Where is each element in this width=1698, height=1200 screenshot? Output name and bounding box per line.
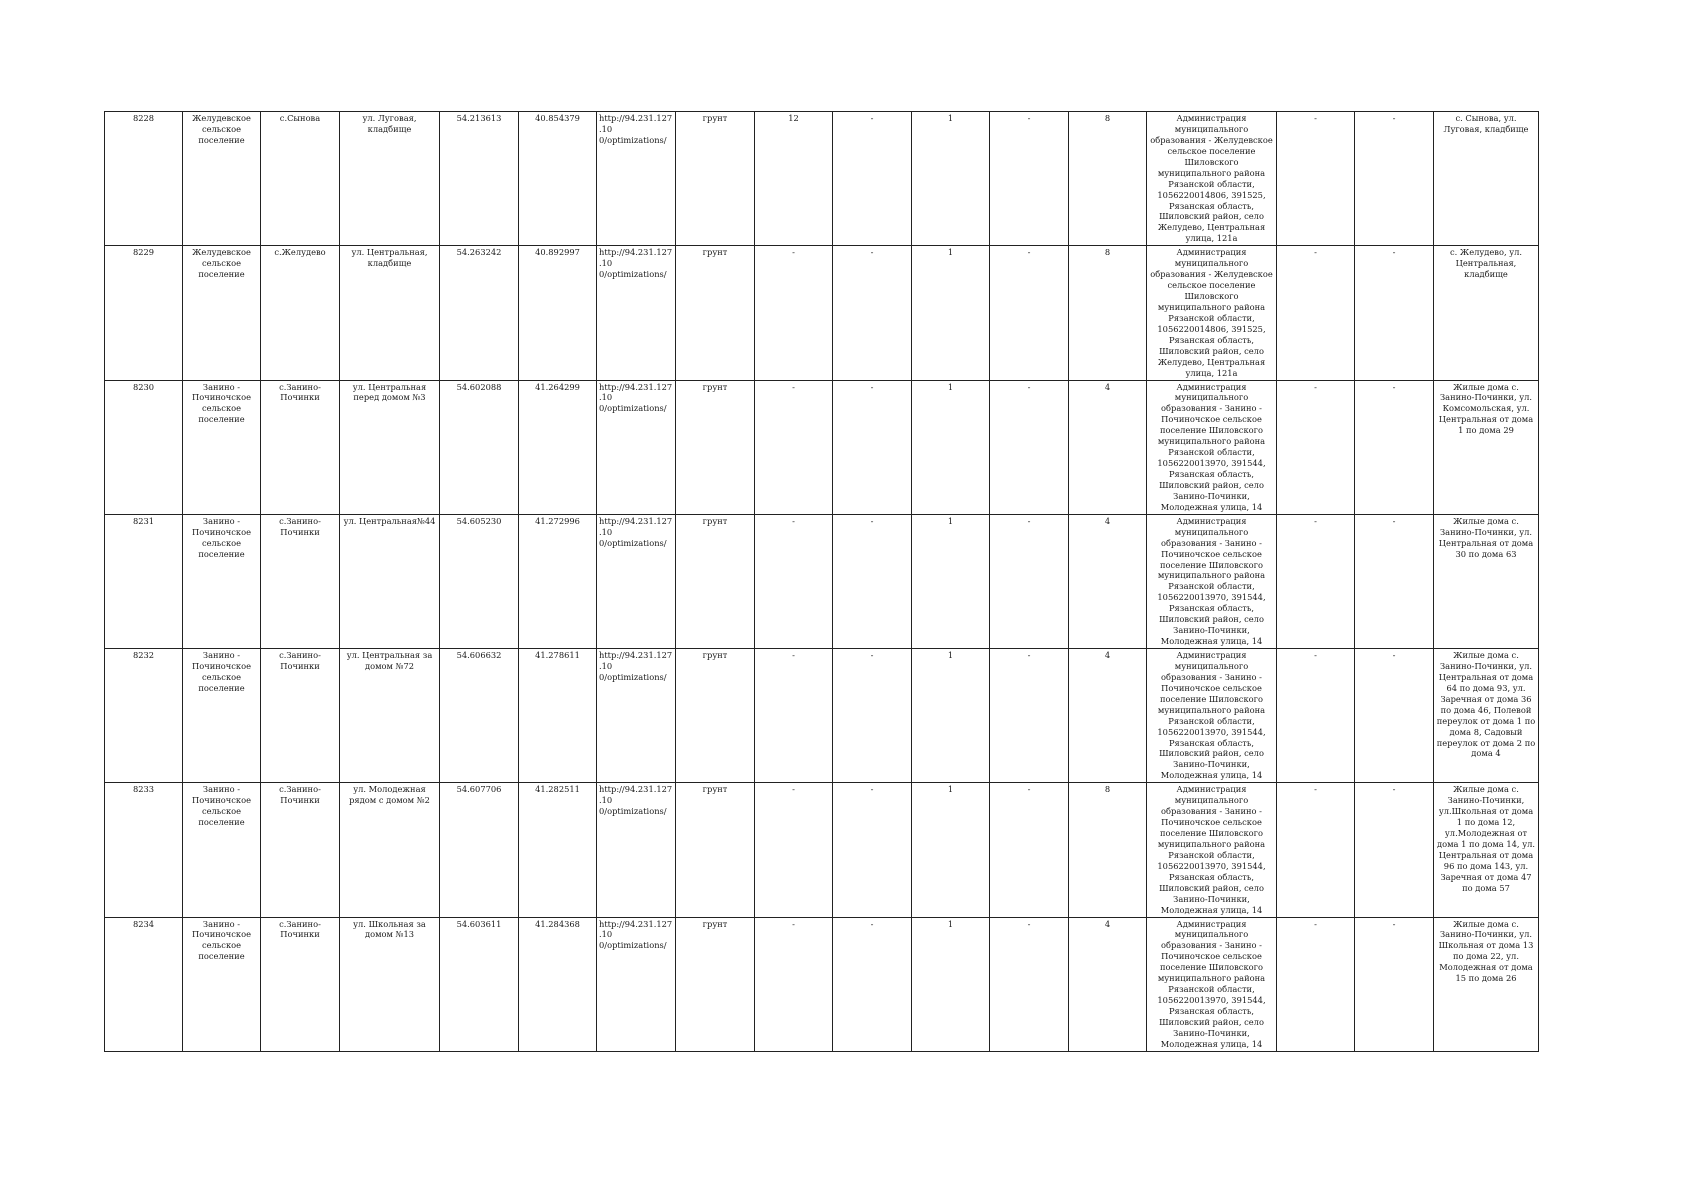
col15-text: - (1314, 381, 1317, 392)
area-text: 12 (788, 113, 799, 123)
address-cell (340, 783, 440, 917)
site-id-cell (105, 917, 183, 1051)
col12-cell (990, 246, 1069, 380)
latitude-text: 54.605230 (456, 515, 502, 526)
settlement-cell (183, 514, 261, 648)
col10-text: - (870, 113, 874, 123)
col16-cell (1355, 917, 1434, 1051)
col16-text: - (1392, 113, 1396, 123)
col15-text: - (1314, 784, 1317, 795)
latitude-cell (440, 649, 519, 783)
surface-cell (676, 380, 755, 514)
col11-cell (912, 783, 990, 917)
surface-text: грунт (702, 381, 728, 392)
longitude-cell (519, 783, 597, 917)
col10-text: - (870, 650, 874, 660)
col15-cell (1277, 917, 1355, 1051)
site-id-text: 8231 (132, 515, 155, 526)
surface-text: грунт (702, 784, 728, 795)
col12-text: - (1027, 515, 1031, 526)
village-cell (261, 917, 340, 1051)
address-text: ул. Центральная, кладбище (351, 247, 428, 269)
table-row (105, 514, 1539, 648)
longitude-cell (519, 514, 597, 648)
col12-text: - (1027, 381, 1031, 392)
col12-cell (990, 649, 1069, 783)
settlement-cell (183, 783, 261, 917)
waste-source-text: Жилые дома с. Занино-Починки, ул.Школьная от дома 1 по дома 12, ул.Молодежная от дома 1 по дома 14, ул. Центральная от дома 96 по дома 143, ул. Заречная от дома 47 по дома 57 (1437, 784, 1535, 893)
waste-source-text: Жилые дома с. Занино-Починки, ул. Центральная от дома 64 по дома 93, ул. Заречная от дома 36 по дома 46, Полевой переулок от дома 1 по дома 8, Садовый переулок от дома 2 по дома 4 (1436, 650, 1536, 759)
table-row (105, 783, 1539, 917)
waste-source-cell (1434, 917, 1539, 1051)
waste-source-text: с. Сынова, ул. Луговая, кладбище (1443, 113, 1529, 134)
address-text: ул. Школьная за домом №13 (353, 918, 426, 940)
longitude-cell (519, 380, 597, 514)
settlement-cell (183, 246, 261, 380)
col16-text: - (1392, 247, 1396, 258)
col13-text: 4 (1104, 918, 1111, 929)
col16-cell (1355, 783, 1434, 917)
link-cell (597, 380, 676, 514)
address-cell (340, 112, 440, 246)
waste-source-text: Жилые дома с. Занино-Починки, ул. Комсомольская, ул. Центральная от дома 1 по дома 29 (1438, 381, 1534, 436)
settlement-text: Занино - Починочское сельское поселение (192, 381, 251, 425)
col16-text: - (1392, 515, 1396, 526)
col10-text: - (870, 381, 874, 392)
village-cell (261, 783, 340, 917)
col15-text: - (1314, 113, 1317, 123)
owner-text: Администрация муниципального образования - Желудевское сельское поселение Шиловского муниципального района Рязанской области, 1056220014806, 391525, Рязанская область, Шиловский район, село Желудево, Центральная улица, 121а (1150, 113, 1273, 244)
latitude-cell (440, 246, 519, 380)
col16-text: - (1392, 381, 1396, 392)
owner-text: Администрация муниципального образования - Занино - Починочское сельское поселение Шиловского муниципального района Рязанской области, 1056220013970, 391544, Рязанская область, Шиловский район, село Занино-Починки, Молодежная улица, 14 (1157, 381, 1266, 512)
link-cell (597, 112, 676, 246)
address-cell (340, 514, 440, 648)
col13-cell (1069, 514, 1147, 648)
area-text: - (792, 515, 795, 526)
col12-cell (990, 917, 1069, 1051)
longitude-text: 40.892997 (535, 247, 580, 258)
col11-cell (912, 649, 990, 783)
link-text: http://94.231.127.10 0/optimizations/ (599, 113, 673, 145)
latitude-text: 54.603611 (456, 918, 502, 929)
col13-cell (1069, 783, 1147, 917)
village-text: с.Сынова (279, 113, 321, 123)
area-cell (755, 783, 833, 917)
owner-cell (1147, 514, 1277, 648)
link-text: http://94.231.127.10 0/optimizations/ (599, 247, 673, 280)
col12-text: - (1027, 918, 1031, 929)
col10-text: - (870, 784, 874, 795)
site-id-text: 8232 (132, 650, 155, 660)
longitude-text: 41.278611 (535, 650, 580, 660)
col16-cell (1355, 380, 1434, 514)
owner-text: Администрация муниципального образования - Занино - Починочское сельское поселение Шиловского муниципального района Рязанской области, 1056220013970, 391544, Рязанская область, Шиловский район, село Занино-Починки, Молодежная улица, 14 (1157, 918, 1266, 1049)
owner-text: Администрация муниципального образования - Занино - Починочское сельское поселение Шиловского муниципального района Рязанской области, 1056220013970, 391544, Рязанская область, Шиловский район, село Занино-Починки, Молодежная улица, 14 (1157, 650, 1266, 781)
area-cell (755, 246, 833, 380)
link-cell (597, 917, 676, 1051)
col15-cell (1277, 783, 1355, 917)
waste-source-cell (1434, 649, 1539, 783)
area-text: - (792, 247, 795, 258)
surface-cell (676, 246, 755, 380)
waste-source-cell (1434, 514, 1539, 648)
surface-text: грунт (702, 247, 728, 258)
col10-cell (833, 112, 912, 246)
address-text: ул. Луговая, кладбище (362, 113, 417, 134)
table-row (105, 246, 1539, 380)
site-id-cell (105, 246, 183, 380)
col10-cell (833, 380, 912, 514)
area-cell (755, 649, 833, 783)
col15-text: - (1314, 918, 1317, 929)
col10-cell (833, 246, 912, 380)
longitude-cell (519, 246, 597, 380)
settlement-cell (183, 649, 261, 783)
col15-text: - (1314, 515, 1317, 526)
col16-text: - (1392, 650, 1396, 660)
col11-text: 1 (947, 381, 954, 392)
col11-cell (912, 246, 990, 380)
col13-cell (1069, 112, 1147, 246)
col13-text: 8 (1104, 247, 1111, 258)
table-row (105, 917, 1539, 1051)
longitude-text: 41.272996 (535, 515, 580, 526)
owner-cell (1147, 783, 1277, 917)
latitude-text: 54.602088 (456, 381, 502, 392)
owner-text: Администрация муниципального образования - Желудевское сельское поселение Шиловского муниципального района Рязанской области, 1056220014806, 391525, Рязанская область, Шиловский район, село Желудево, Центральная улица, 121а (1150, 247, 1273, 378)
surface-cell (676, 783, 755, 917)
col13-text: 4 (1104, 515, 1111, 526)
col12-cell (990, 514, 1069, 648)
owner-cell (1147, 649, 1277, 783)
area-cell (755, 917, 833, 1051)
latitude-cell (440, 380, 519, 514)
latitude-cell (440, 112, 519, 246)
col12-cell (990, 380, 1069, 514)
settlement-cell (183, 380, 261, 514)
address-text: ул. Центральная за домом №72 (346, 650, 433, 671)
settlement-text: Желудевское сельское поселение (192, 113, 251, 145)
latitude-text: 54.263242 (456, 247, 502, 258)
col16-cell (1355, 514, 1434, 648)
longitude-cell (519, 112, 597, 246)
village-text: с.Занино-Починки (279, 515, 321, 537)
address-text: ул. Молодежная рядом с домом №2 (349, 784, 430, 806)
longitude-text: 41.282511 (535, 784, 580, 795)
col11-cell (912, 380, 990, 514)
settlement-text: Занино - Починочское сельское поселение (192, 650, 251, 693)
site-id-cell (105, 783, 183, 917)
col11-text: 1 (947, 247, 954, 258)
waste-source-text: с. Желудево, ул. Центральная, кладбище (1449, 247, 1523, 280)
table-row (105, 112, 1539, 246)
owner-cell (1147, 112, 1277, 246)
col10-text: - (870, 247, 874, 258)
surface-cell (676, 917, 755, 1051)
village-text: с.Желудево (274, 247, 326, 258)
link-text: http://94.231.127.10 0/optimizations/ (599, 918, 673, 951)
site-id-text: 8228 (132, 113, 155, 123)
settlement-text: Занино - Починочское сельское поселение (192, 784, 251, 828)
link-text: http://94.231.127.10 0/optimizations/ (599, 381, 673, 414)
waste-source-cell (1434, 380, 1539, 514)
col11-text: 1 (947, 113, 954, 123)
address-text: ул. Центральная перед домом №3 (352, 381, 427, 403)
col12-text: - (1027, 650, 1031, 660)
waste-source-cell (1434, 112, 1539, 246)
link-cell (597, 514, 676, 648)
col12-text: - (1027, 784, 1031, 795)
link-text: http://94.231.127.10 0/optimizations/ (599, 650, 673, 682)
col15-cell (1277, 514, 1355, 648)
area-text: - (792, 784, 795, 795)
latitude-cell (440, 917, 519, 1051)
longitude-text: 41.264299 (535, 381, 580, 392)
village-text: с.Занино-Починки (279, 381, 321, 403)
waste-source-text: Жилые дома с. Занино-Починки, ул. Школьная от дома 13 по дома 22, ул. Молодежная от дома 15 по дома 26 (1438, 918, 1534, 984)
col15-cell (1277, 380, 1355, 514)
site-id-text: 8234 (132, 918, 155, 929)
col12-text: - (1027, 113, 1031, 123)
site-id-cell (105, 112, 183, 246)
settlement-cell (183, 917, 261, 1051)
area-cell (755, 380, 833, 514)
owner-cell (1147, 246, 1277, 380)
village-cell (261, 649, 340, 783)
link-cell (597, 246, 676, 380)
waste-source-cell (1434, 246, 1539, 380)
surface-cell (676, 649, 755, 783)
address-cell (340, 917, 440, 1051)
registry-table (104, 111, 1539, 1052)
latitude-cell (440, 514, 519, 648)
col10-cell (833, 917, 912, 1051)
link-text: http://94.231.127.10 0/optimizations/ (599, 515, 673, 548)
col15-cell (1277, 649, 1355, 783)
village-cell (261, 112, 340, 246)
col13-text: 8 (1104, 784, 1111, 795)
settlement-text: Желудевское сельское поселение (192, 247, 251, 280)
link-text: http://94.231.127.10 0/optimizations/ (599, 784, 673, 817)
village-cell (261, 380, 340, 514)
col16-cell (1355, 246, 1434, 380)
latitude-text: 54.607706 (456, 784, 502, 795)
col10-cell (833, 514, 912, 648)
col11-cell (912, 917, 990, 1051)
col13-cell (1069, 246, 1147, 380)
site-id-cell (105, 514, 183, 648)
link-cell (597, 649, 676, 783)
col13-cell (1069, 917, 1147, 1051)
col12-cell (990, 112, 1069, 246)
site-id-cell (105, 380, 183, 514)
col10-text: - (870, 918, 874, 929)
latitude-cell (440, 783, 519, 917)
col11-text: 1 (947, 650, 954, 660)
col13-text: 4 (1104, 381, 1111, 392)
surface-text: грунт (702, 515, 728, 526)
col16-text: - (1392, 784, 1396, 795)
longitude-text: 41.284368 (535, 918, 580, 929)
waste-source-cell (1434, 783, 1539, 917)
col13-text: 8 (1104, 113, 1111, 123)
latitude-text: 54.606632 (456, 650, 502, 660)
col13-cell (1069, 649, 1147, 783)
col11-text: 1 (947, 515, 954, 526)
site-id-text: 8230 (132, 381, 155, 392)
area-cell (755, 112, 833, 246)
surface-text: грунт (702, 650, 728, 660)
site-id-text: 8233 (132, 784, 155, 795)
address-cell (340, 246, 440, 380)
table-row (105, 380, 1539, 514)
settlement-text: Занино - Починочское сельское поселение (192, 515, 251, 559)
waste-source-text: Жилые дома с. Занино-Починки, ул. Центральная от дома 30 по дома 63 (1438, 515, 1534, 559)
site-id-text: 8229 (132, 247, 155, 258)
latitude-text: 54.213613 (456, 113, 502, 123)
col11-cell (912, 112, 990, 246)
surface-text: грунт (702, 918, 728, 929)
col13-text: 4 (1104, 650, 1111, 660)
longitude-cell (519, 917, 597, 1051)
longitude-cell (519, 649, 597, 783)
col13-cell (1069, 380, 1147, 514)
surface-text: грунт (702, 113, 728, 123)
col15-text: - (1314, 247, 1317, 258)
village-cell (261, 514, 340, 648)
area-text: - (792, 918, 795, 929)
village-text: с.Занино-Починки (279, 918, 321, 940)
owner-cell (1147, 917, 1277, 1051)
address-cell (340, 649, 440, 783)
col15-cell (1277, 112, 1355, 246)
col10-cell (833, 783, 912, 917)
col10-cell (833, 649, 912, 783)
village-text: с.Занино-Починки (279, 650, 321, 671)
col16-cell (1355, 112, 1434, 246)
registry-body (105, 112, 1539, 1052)
col16-text: - (1392, 918, 1396, 929)
owner-text: Администрация муниципального образования - Занино - Починочское сельское поселение Шиловского муниципального района Рязанской области, 1056220013970, 391544, Рязанская область, Шиловский район, село Занино-Починки, Молодежная улица, 14 (1157, 784, 1266, 915)
col11-text: 1 (947, 784, 954, 795)
settlement-cell (183, 112, 261, 246)
col15-text: - (1314, 650, 1317, 660)
address-cell (340, 380, 440, 514)
owner-cell (1147, 380, 1277, 514)
area-text: - (792, 650, 795, 660)
longitude-text: 40.854379 (535, 113, 580, 123)
surface-cell (676, 514, 755, 648)
col11-text: 1 (947, 918, 954, 929)
col12-text: - (1027, 247, 1031, 258)
village-cell (261, 246, 340, 380)
area-cell (755, 514, 833, 648)
col16-cell (1355, 649, 1434, 783)
col10-text: - (870, 515, 874, 526)
site-id-cell (105, 649, 183, 783)
col15-cell (1277, 246, 1355, 380)
col11-cell (912, 514, 990, 648)
owner-text: Администрация муниципального образования - Занино - Починочское сельское поселение Шиловского муниципального района Рязанской области, 1056220013970, 391544, Рязанская область, Шиловский район, село Занино-Починки, Молодежная улица, 14 (1157, 515, 1266, 647)
col12-cell (990, 783, 1069, 917)
settlement-text: Занино - Починочское сельское поселение (192, 918, 251, 962)
village-text: с.Занино-Починки (279, 784, 321, 806)
table-row (105, 649, 1539, 783)
address-text: ул. Центральная№44 (343, 515, 436, 526)
surface-cell (676, 112, 755, 246)
link-cell (597, 783, 676, 917)
area-text: - (792, 381, 795, 392)
